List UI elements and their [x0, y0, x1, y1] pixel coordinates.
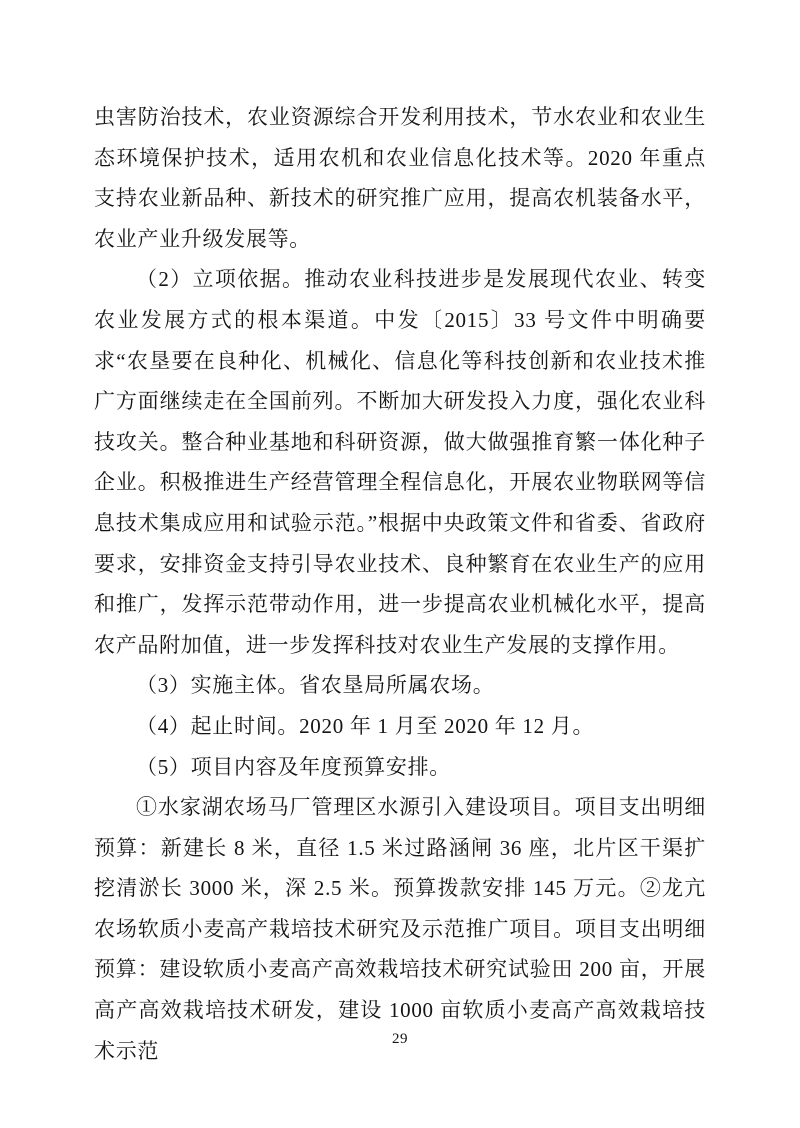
paragraph-project-details: ①水家湖农场马厂管理区水源引入建设项目。项目支出明细预算：新建长 8 米，直径 1.5 米过路涵闸 36 座，北片区干渠扩挖清淤长 3000 米，深 2.5 米。预算拨款安排 145 万元。②龙亢农场软质小麦高产栽培技术研究及示范推广项目。项目支出明细预算：建设软质小麦高产高效栽培技术研究试验田 200 亩，开展高产高效栽培技术研发，建设 1000 亩软质小麦高产高效栽培技术示范 [94, 795, 706, 1063]
page-footer [0, 1030, 800, 1048]
paragraph-item-4-timeframe: （4）起止时间。2020 年 1 月至 2020 年 12 月。 [136, 713, 595, 738]
paragraph-continuation: 虫害防治技术，农业资源综合开发利用技术，节水农业和农业生态环境保护技术，适用农机和农业信息化技术等。2020 年重点支持农业新品种、新技术的研究推广应用，提高农机装备水平，农业产业升级发展等。 [94, 105, 706, 251]
paragraph-item-5-budget-heading: （5）项目内容及年度预算安排。 [136, 754, 451, 779]
document-body [94, 97, 706, 1071]
paragraph-item-3-implementer: （3）实施主体。省农垦局所属农场。 [136, 673, 495, 698]
paragraph-item-2-basis: （2）立项依据。推动农业科技进步是发展现代农业、转变农业发展方式的根本渠道。中发〔2015〕33 号文件中明确要求“农垦要在良种化、机械化、信息化等科技创新和农业技术推广方面继续走在全国前列。不断加大研发投入力度，强化农业科技攻关。整合种业基地和科研资源，做大做强推育繁一体化种子企业。积极推进生产经营管理全程信息化，开展农业物联网等信息技术集成应用和试验示范。”根据中央政策文件和省委、省政府要求，安排资金支持引导农业技术、良种繁育在农业生产的应用和推广，发挥示范带动作用，进一步提高农业机械化水平，提高农产品附加值，进一步发挥科技对农业生产发展的支撑作用。 [94, 267, 706, 657]
page-number: 29 [392, 1031, 408, 1047]
